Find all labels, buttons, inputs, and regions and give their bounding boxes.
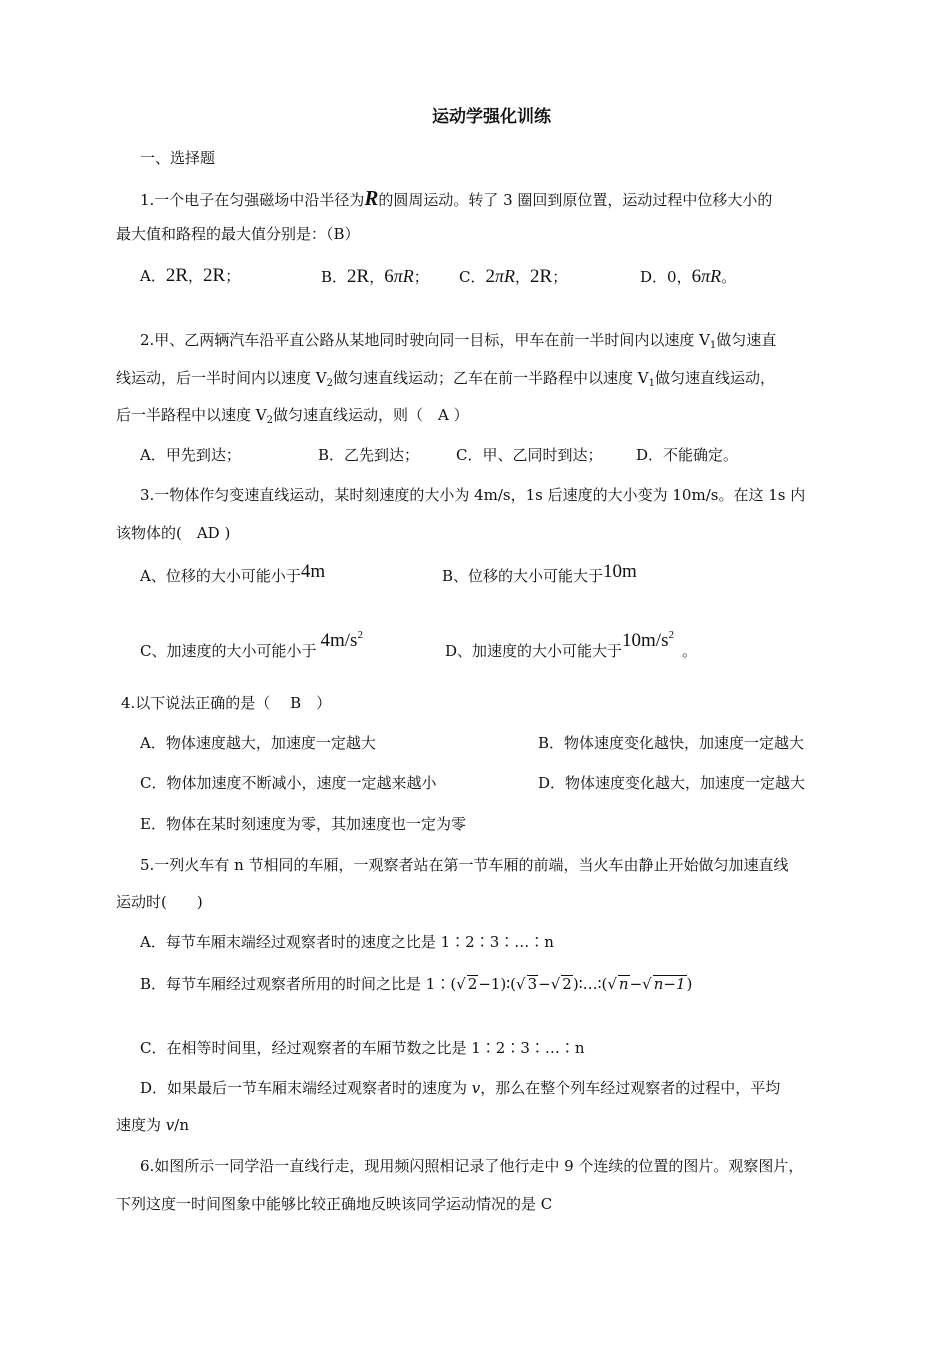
document-title: 运动学强化训练 xyxy=(432,107,551,127)
q2-option-d: D．不能确定。 xyxy=(636,446,739,464)
q3-option-d: D、加速度的大小可能大于$10m/s^2$。 xyxy=(445,629,697,660)
q2-option-c: C．甲、乙同时到达； xyxy=(456,446,603,464)
q2-option-a: A．甲先到达； xyxy=(140,446,241,464)
q1-line-1 xyxy=(140,188,772,210)
q1-option-d: D．0，6πR。 xyxy=(640,266,737,287)
q4-option-d: D．物体速度变化越大，加速度一定越大 xyxy=(538,774,806,792)
q2-line-1: 2.甲、乙两辆汽车沿平直公路从某地同时驶向同一目标，甲车在前一半时间内以速度 $V_1$做匀速直 xyxy=(140,331,777,351)
q4-stem: 4.以下说法正确的是（ B ） xyxy=(121,694,332,712)
q1-radius-symbol: R xyxy=(364,186,379,210)
q3-option-b: B、位移的大小可能大于10m xyxy=(442,561,637,585)
q2-option-b: B．乙先到达； xyxy=(318,446,420,464)
q5-option-d-line-2: 速度为 v/n xyxy=(116,1116,189,1134)
q1-line-2: 最大值和路程的最大值分别是：（B） xyxy=(116,225,360,243)
q4-option-b: B．物体速度变化越快，加速度一定越大 xyxy=(538,734,805,752)
q1-option-a: A．2R，2R； xyxy=(140,265,241,286)
section-heading: 一、选择题 xyxy=(140,149,216,167)
q2-line-2: 线运动，后一半时间内以速度 $V_2$做匀速直线运动；乙车在前一半路程中以速度 $V_1$做匀速直线运动， xyxy=(116,369,775,389)
q6-line-1: 6.如图所示一同学沿一直线行走，现用频闪照相记录了他行走中 9 个连续的位置的图片。观察图片， xyxy=(140,1157,804,1175)
q6-line-2: 下列这度一时间图象中能够比较正确地反映该同学运动情况的是 C xyxy=(116,1195,553,1213)
q3-line-2: 该物体的( AD ) xyxy=(116,524,231,542)
q1-option-b: B．2R，6πR； xyxy=(321,266,429,287)
q3-line-1: 3.一物体作匀变速直线运动，某时刻速度的大小为 4m/s，1s 后速度的大小变为 10m/s。在这 1s 内 xyxy=(140,486,806,504)
q1-option-c: C．2πR，2R； xyxy=(459,266,568,287)
q4-option-a: A．物体速度越大，加速度一定越大 xyxy=(140,734,376,752)
q4-option-c: C．物体加速度不断减小，速度一定越来越小 xyxy=(140,774,437,792)
q3-option-a: A、位移的大小可能小于4m xyxy=(140,561,326,585)
q1-text-a: 1.一个电子在匀强磁场中沿半径为 xyxy=(140,191,365,209)
q4-option-e: E．物体在某时刻速度为零，其加速度也一定为零 xyxy=(140,815,466,833)
q5-line-1: 5.一列火车有 n 节相同的车厢，一观察者站在第一节车厢的前端，当火车由静止开始做匀加速直线 xyxy=(140,856,789,874)
q1-text-b: 的圆周运动。转了 3 圈回到原位置，运动过程中位移大小的 xyxy=(378,191,773,209)
q5-option-d-line-1: D．如果最后一节车厢末端经过观察者时的速度为 v，那么在整个列车经过观察者的过程中，平均 xyxy=(140,1079,781,1097)
q2-line-3: 后一半路程中以速度 $V_2$做匀速直线运动，则（ A ） xyxy=(116,406,469,426)
q5-line-2: 运动时( ) xyxy=(116,893,203,911)
q5-option-c: C．在相等时间里，经过观察者的车厢节数之比是 1∶2∶3∶…∶n xyxy=(140,1039,585,1057)
q5-option-b: B．每节车厢经过观察者所用的时间之比是 1∶(√ 2−1)∶(√ 3−√ 2)∶…∶(√ n−√ n−1) xyxy=(140,975,693,993)
q5-option-a: A．每节车厢末端经过观察者时的速度之比是 1∶2∶3∶…∶n xyxy=(140,933,554,951)
q3-option-c: C、加速度的大小可能小于 $4m/s^2$ xyxy=(140,629,363,660)
